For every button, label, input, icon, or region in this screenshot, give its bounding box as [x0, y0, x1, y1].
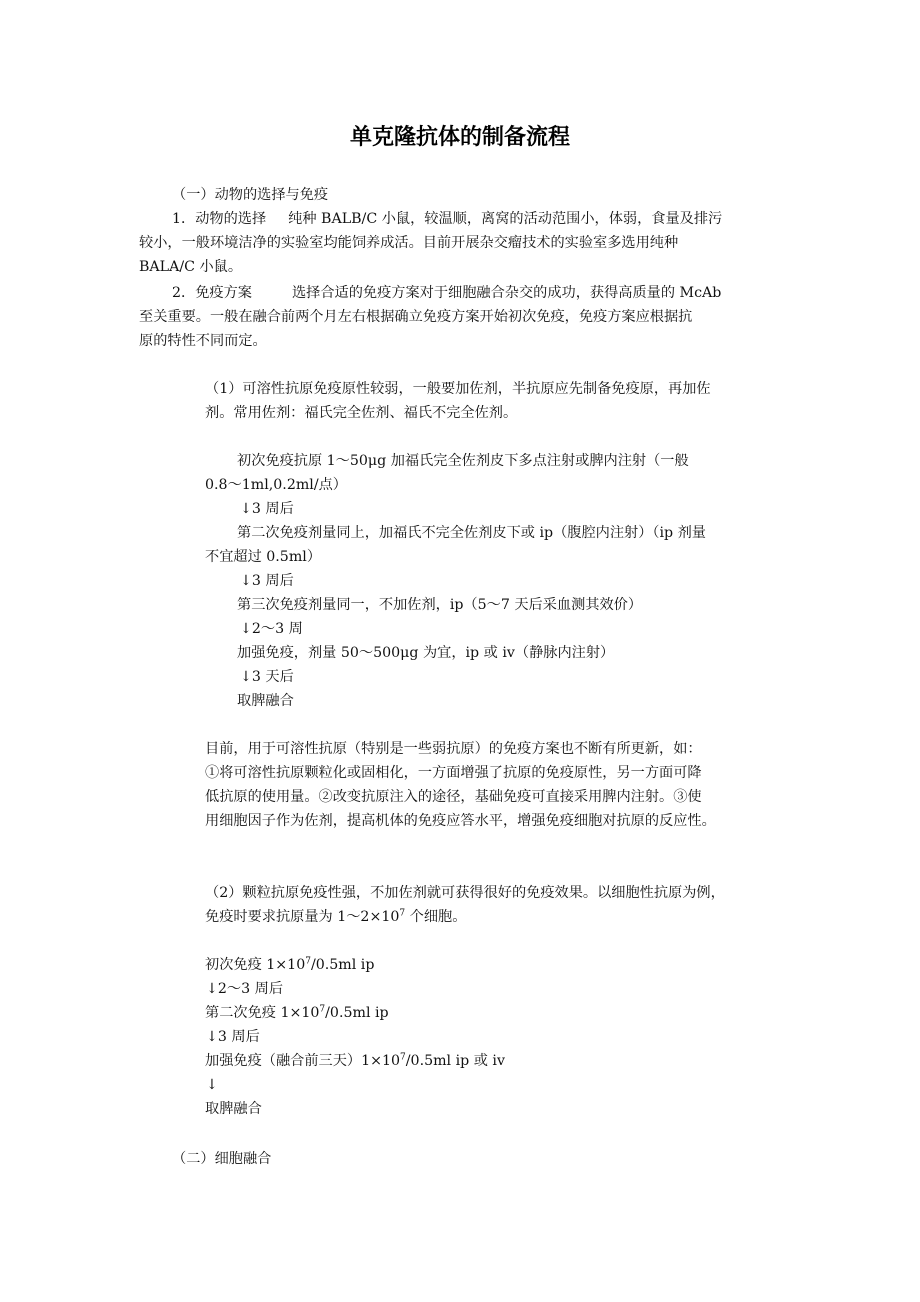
- soluble-step4: 加强免疫，剂量 50～500μg 为宜，ip 或 iv（静脉内注射）: [237, 645, 615, 661]
- particulate-step2: [205, 1004, 389, 1022]
- document-title: 单克隆抗体的制备流程: [349, 125, 570, 150]
- soluble-arrow3: ↓2～3 周: [240, 621, 303, 637]
- soluble-note-line2: ①将可溶性抗原颗粒化或固相化，一方面增强了抗原的免疫原性，另一方面可降: [205, 765, 702, 781]
- soluble-line2: 剂。常用佐剂：福氏完全佐剂、福氏不完全佐剂。: [205, 405, 518, 421]
- item1-text: 纯种 BALB/C 小鼠，较温顺，离窝的活动范围小，体弱，食量及排污: [288, 211, 723, 227]
- particulate-line2: [205, 908, 466, 926]
- particulate-arrow2: ↓3 周后: [206, 1029, 260, 1045]
- item2-label: 2．免疫方案: [172, 285, 252, 301]
- item2-line2: 至关重要。一般在融合前两个月左右根据确立免疫方案开始初次免疫，免疫方案应根据抗: [139, 309, 693, 325]
- particulate-line2-exponent: 7: [399, 908, 406, 919]
- item1-label: 1．动物的选择: [172, 211, 267, 227]
- particulate-line1: （2）颗粒抗原免疫性强，不加佐剂就可获得很好的免疫效果。以细胞性抗原为例，: [205, 885, 725, 901]
- soluble-step2-line2: 不宜超过 0.5ml）: [205, 549, 322, 565]
- particulate-arrow1: ↓2～3 周后: [206, 981, 284, 997]
- particulate-step1: [205, 956, 374, 974]
- particulate-arrow3: ↓: [206, 1077, 218, 1093]
- particulate-step4: 取脾融合: [205, 1101, 262, 1117]
- item2-line3: 原的特性不同而定。: [139, 333, 267, 349]
- particulate-step1-tail: /0.5ml ip: [310, 957, 375, 973]
- item1-line1: [172, 210, 722, 228]
- soluble-note-line4: 用细胞因子作为佐剂，提高机体的免疫应答水平，增强免疫细胞对抗原的反应性。: [205, 813, 716, 829]
- particulate-step3: [205, 1052, 505, 1070]
- item2-text: 选择合适的免疫方案对于细胞融合杂交的成功，获得高质量的 McAb: [291, 285, 722, 301]
- particulate-step2-exponent: 7: [319, 1004, 326, 1015]
- soluble-arrow4: ↓3 天后: [240, 669, 294, 685]
- soluble-step5: 取脾融合: [237, 693, 294, 709]
- particulate-line2-tail: 个细胞。: [405, 909, 467, 925]
- item2-line1: [172, 284, 721, 302]
- soluble-note-line3: 低抗原的使用量。②改变抗原注入的途径，基础免疫可直接采用脾内注射。③使: [205, 789, 702, 805]
- particulate-step3-tail: /0.5ml ip 或 iv: [405, 1053, 505, 1069]
- soluble-step1-line1: 初次免疫抗原 1～50μg 加福氏完全佐剂皮下多点注射或脾内注射（一般: [237, 453, 689, 469]
- particulate-step1-exponent: 7: [305, 956, 311, 967]
- particulate-line2-text: 免疫时要求抗原量为 1～2×10: [205, 909, 400, 925]
- particulate-step2-text: 第二次免疫 1×10: [205, 1005, 320, 1021]
- section2-heading: （二）细胞融合: [172, 1151, 272, 1167]
- soluble-note-line1: 目前，用于可溶性抗原（特别是一些弱抗原）的免疫方案也不断有所更新，如：: [205, 741, 702, 757]
- soluble-step3: 第三次免疫剂量同一，不加佐剂，ip（5～7 天后采血测其效价）: [237, 597, 643, 613]
- soluble-line1: （1）可溶性抗原免疫原性较弱，一般要加佐剂，半抗原应先制备免疫原，再加佐: [205, 381, 711, 397]
- soluble-arrow2: ↓3 周后: [240, 573, 294, 589]
- particulate-step1-text: 初次免疫 1×10: [205, 957, 306, 973]
- soluble-step2-line1: 第二次免疫剂量同上，加福氏不完全佐剂皮下或 ip（腹腔内注射）（ip 剂量: [237, 525, 706, 541]
- soluble-arrow1: ↓3 周后: [240, 501, 294, 517]
- item1-line2: 较小，一般环境洁净的实验室均能饲养成活。目前开展杂交瘤技术的实验室多选用纯种: [139, 235, 679, 251]
- particulate-step3-text: 加强免疫（融合前三天）1×10: [205, 1053, 401, 1069]
- section1-heading: （一）动物的选择与免疫: [172, 187, 329, 203]
- particulate-step2-tail: /0.5ml ip: [325, 1005, 389, 1021]
- item1-line3: BALA/C 小鼠。: [139, 259, 243, 275]
- soluble-step1-line2: 0.8～1ml,0.2ml/点）: [205, 477, 347, 493]
- particulate-step3-exponent: 7: [400, 1052, 406, 1063]
